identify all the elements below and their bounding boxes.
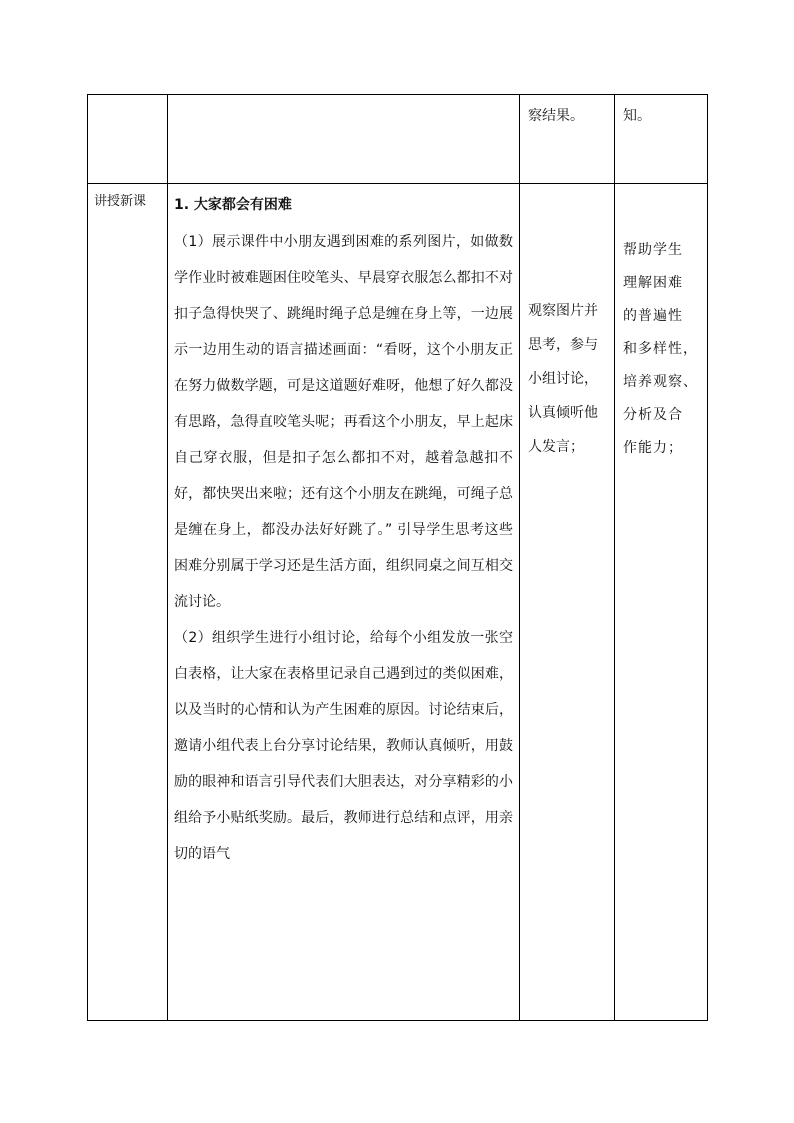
purpose-line: 分析及合 [623,407,683,423]
purpose-line: 的普遍性 [623,308,683,324]
purpose-line: 培养观察、 [623,374,698,390]
student-activity-cell [520,184,615,1021]
student-activity-text: 察结果。 [528,108,584,124]
purpose-cell [615,95,708,184]
student-line: 观察图片并 [528,303,598,319]
purpose-text: 知。 [623,108,651,124]
paragraph-1: （1）展示课件中小朋友遇到困难的系列图片，如做数学作业时被难题困住咬笔头、早晨穿衣服怎么都扣不对扣子急得快哭了、跳绳时绳子总是缠在身上等，一边展示一边用生动的语言描述画面：“看呀，这个小朋友正在努力做数学题，可是这道题好难呀，他想了好久都没有思路，急得直咬笔头呢；再看这个小朋友，早上起床自己穿衣服，但是扣子怎么都扣不对，越着急越扣不好，都快哭出来啦；还有这个小朋友在跳绳，可绳子总是缠在身上，都没办法好好跳了。” 引导学生思考这些困难分别属于学习还是生活方面，组织同桌之间互相交流讨论。 [174,234,513,610]
table-row [88,184,708,1021]
student-activity-cell [520,95,615,184]
section-heading: 1. 大家都会有困难 [174,197,292,213]
purpose-text [615,184,707,465]
student-activity-text [520,184,614,464]
student-line: 小组讨论， [528,371,598,387]
stage-cell [88,95,168,184]
purpose-line: 帮助学生 [623,242,683,258]
table-row [88,95,708,184]
teacher-activity-cell [168,184,520,1021]
purpose-line: 作能力； [623,440,683,456]
purpose-line: 和多样性， [623,341,698,357]
student-line: 思考，参与 [528,337,598,353]
purpose-cell [615,184,708,1021]
stage-cell [88,184,168,1021]
teacher-activity-cell [168,95,520,184]
lesson-plan-table [87,94,708,1021]
paragraph-2: （2）组织学生进行小组讨论，给每个小组发放一张空白表格，让大家在表格里记录自己遇到过的类似困难，以及当时的心情和认为产生困难的原因。讨论结束后，邀请小组代表上台分享讨论结果，教师认真倾听，用鼓励的眼神和语言引导代表们大胆表达，对分享精彩的小组给予小贴纸奖励。最后，教师进行总结和点评，用亲切的语气 [174,630,513,862]
stage-label: 讲授新课 [94,194,147,209]
student-line: 认真倾听他 [528,405,598,421]
student-line: 人发言； [528,439,584,455]
purpose-line: 理解困难 [623,275,683,291]
